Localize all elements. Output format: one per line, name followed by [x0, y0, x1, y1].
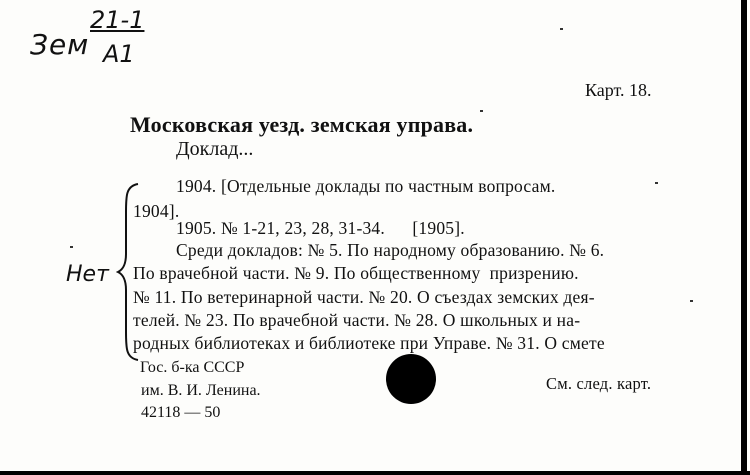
body-line-5: По врачебной части. № 9. По общественному призрению.: [133, 263, 579, 283]
card-number: Карт. 18.: [585, 80, 652, 100]
card-subtitle: Доклад...: [176, 138, 254, 160]
body-line-7: телей. № 23. По врачебной части. № 28. О школьных и на-: [133, 310, 581, 330]
library-stamp-line-2: им. В. И. Ленина.: [141, 382, 261, 399]
speck: [480, 110, 483, 112]
card-title: Московская уезд. земская управа.: [130, 112, 474, 137]
body-line-6: № 11. По ветеринарной части. № 20. О съездах земских дея-: [133, 287, 595, 307]
handwritten-zem: Зем: [30, 28, 90, 61]
handwritten-fraction-top: 21-1: [90, 6, 145, 34]
body-line-8: родных библиотеках и библиотеке при Управе. № 31. О смете: [133, 333, 605, 353]
speck: [655, 182, 658, 184]
body-line-1: 1904. [Отдельные доклады по частным вопросам.: [176, 176, 556, 196]
handwritten-net: Нет: [66, 262, 109, 287]
card-edge-right: [741, 0, 747, 475]
body-line-3: 1905. № 1-21, 23, 28, 31-34. [1905].: [176, 218, 465, 238]
speck: [690, 300, 693, 302]
see-next-card: См. след. карт.: [546, 374, 652, 393]
card-edge-bottom: [0, 471, 750, 475]
body-line-4: Среди докладов: № 5. По народному образованию. № 6.: [176, 240, 605, 260]
handwritten-fraction-bottom: А1: [103, 40, 135, 68]
punch-hole: [386, 354, 436, 404]
speck: [70, 246, 73, 248]
speck: [560, 28, 563, 30]
library-stamp-line-3: 42118 — 50: [141, 404, 221, 421]
library-stamp-line-1: Гос. б-ка СССР: [140, 359, 245, 376]
body-line-2: 1904].: [133, 201, 180, 221]
